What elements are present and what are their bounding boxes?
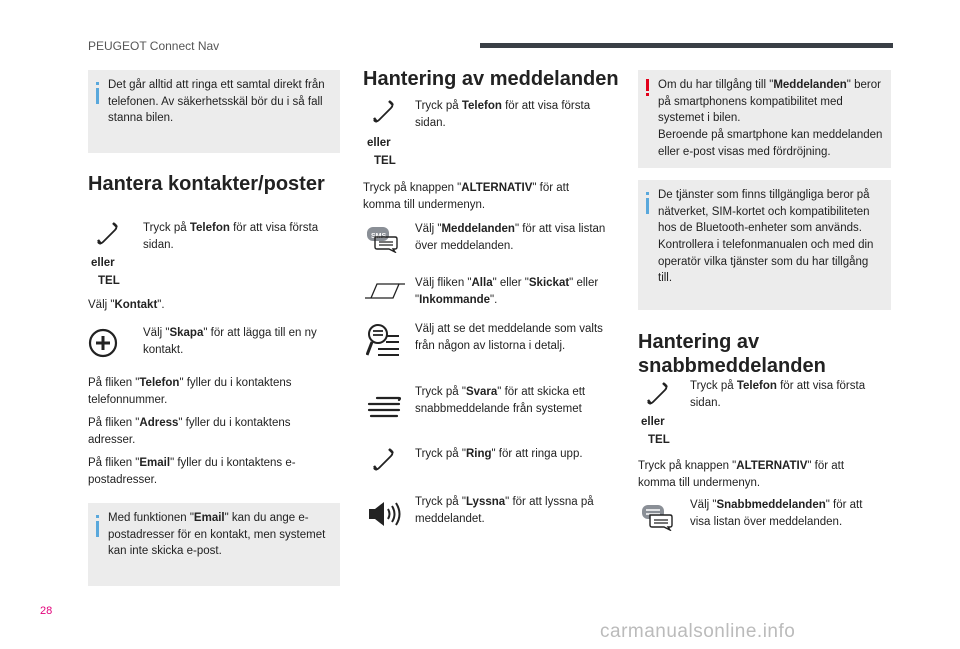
- alternativ-instruction: [638, 458, 883, 491]
- info-icon: [96, 515, 99, 537]
- text: " fyller du i kontaktens adresser.: [88, 417, 291, 446]
- text: På fliken ": [88, 457, 140, 469]
- text: " fyller du i kontaktens e-postadresser.: [88, 457, 296, 486]
- message-tabs-icon: [363, 282, 407, 300]
- select-tab-text: [415, 275, 610, 308]
- heading-messages: Hantering av meddelanden: [363, 68, 619, 90]
- text: för att visa första sidan.: [415, 100, 591, 129]
- text: På fliken ": [88, 417, 140, 429]
- phone-handset-icon: [647, 382, 669, 406]
- note-text: Det går alltid att ringa ett samtal direkt från telefonen. Av säkerhetsskäl bör du i så fall stanna bilen.: [108, 79, 325, 125]
- text-bold: Snabbmeddelanden: [716, 499, 826, 511]
- text-bold: Ring: [465, 448, 492, 460]
- text-bold: Skapa: [169, 327, 204, 339]
- text: " för att lägga till en ny kontakt.: [143, 327, 317, 356]
- info-icon: [646, 192, 649, 214]
- text: Tryck på ": [415, 386, 466, 398]
- text-bold: Inkommande: [419, 293, 491, 306]
- alternativ-instruction: [363, 180, 608, 213]
- text: " för att skicka ett snabbmeddelande från systemet: [415, 386, 586, 415]
- list-search-icon: [366, 322, 400, 358]
- text: " kan du ange e-postadresser för en kontakt, men systemet kan inte skicka e-post.: [108, 512, 326, 558]
- eller-label: eller: [91, 257, 115, 269]
- watermark: carmanualsonline.info: [600, 621, 796, 642]
- listen-text: [415, 494, 610, 527]
- note-text: [108, 510, 332, 560]
- text: Välj ": [415, 223, 442, 235]
- info-note-direct-call: [88, 70, 340, 153]
- tel-label: TEL: [374, 155, 396, 167]
- phone-handset-icon: [373, 448, 395, 472]
- text-bold: Telefon: [461, 100, 502, 112]
- text: Välj fliken ": [415, 277, 472, 289]
- text-bold: Telefon: [189, 222, 230, 234]
- note-text: [658, 77, 883, 160]
- text-bold: Meddelanden: [773, 79, 847, 91]
- text: På fliken ": [88, 377, 140, 389]
- text-bold: Telefon: [736, 380, 777, 392]
- speaker-icon: [367, 501, 401, 527]
- text-bold: Telefon: [139, 377, 180, 389]
- text-bold: Skickat: [528, 277, 570, 289]
- text: Beroende på smartphone kan meddelanden eller e-post visas med fördröjning.: [658, 129, 883, 158]
- reply-lines-icon: [365, 395, 401, 421]
- text: " för att komma till undermenyn.: [363, 182, 570, 211]
- add-circle-icon: [88, 328, 118, 358]
- text: Välj ": [690, 499, 717, 511]
- text-bold: Svara: [465, 386, 498, 398]
- text-bold: Email: [193, 512, 225, 524]
- text: " eller ": [492, 277, 529, 289]
- text: Tryck på knappen ": [638, 460, 737, 472]
- text-bold: Alla: [471, 277, 493, 289]
- sms-message-icon: [365, 225, 399, 253]
- info-icon: [96, 82, 99, 104]
- paragraph-adress-tab: [88, 415, 333, 448]
- text: Tryck på: [415, 100, 462, 112]
- text: för att visa första sidan.: [143, 222, 319, 251]
- create-contact-text: [143, 325, 338, 358]
- text: " för att visa listan över meddelanden.: [690, 499, 863, 528]
- text-bold: ALTERNATIV: [461, 182, 533, 194]
- call-text: [415, 446, 610, 463]
- text: " för att lyssna på meddelandet.: [415, 496, 594, 525]
- telefon-instruction: [690, 378, 885, 411]
- reply-text: [415, 384, 610, 417]
- telefon-instruction: [143, 220, 338, 253]
- note-text: De tjänster som finns tillgängliga beror på nätverket, SIM-kortet och kompatibiliteten hos de Bluetooth-enheter som används. Kontrollera i telefonmanualen och med din operatör vilka tjänster som du har tillgång till.: [658, 189, 874, 285]
- heading-contacts: Hantera kontakter/poster: [88, 173, 325, 195]
- eller-label: eller: [367, 137, 391, 149]
- text: " beror på smartphonens kompatibilitet med systemet i bilen.: [658, 79, 881, 125]
- tel-label: TEL: [98, 275, 120, 287]
- select-quick-messages-text: [690, 497, 885, 530]
- text: " för att ringa upp.: [491, 448, 583, 460]
- select-messages-text: [415, 221, 610, 254]
- quick-message-icon: [640, 503, 674, 531]
- phone-handset-icon: [373, 100, 395, 124]
- text: " fyller du i kontaktens telefonnummer.: [88, 377, 292, 406]
- select-contact-text: [88, 297, 165, 314]
- tel-label: TEL: [648, 434, 670, 446]
- text: ".: [490, 293, 498, 306]
- info-note-email: [88, 503, 340, 586]
- header-bar: [480, 43, 893, 48]
- eller-label: eller: [641, 416, 665, 428]
- text: för att visa första sidan.: [690, 380, 866, 409]
- warning-note-messages: [638, 70, 891, 168]
- text-bold: Lyssna: [465, 496, 506, 508]
- text: Tryck på knappen ": [363, 182, 462, 194]
- text-bold: Email: [139, 457, 171, 469]
- text-bold: ALTERNATIV: [736, 460, 808, 472]
- text: Välj ": [88, 299, 115, 311]
- sms-icon-label: SMS: [371, 233, 387, 240]
- text: Tryck på ": [415, 496, 466, 508]
- text: Med funktionen ": [108, 512, 194, 524]
- warning-icon: [646, 79, 649, 97]
- text: Tryck på: [690, 380, 737, 392]
- text: " för att visa listan över meddelanden.: [415, 223, 606, 252]
- text: Tryck på: [143, 222, 190, 234]
- telefon-instruction: [415, 98, 610, 131]
- text: Tryck på ": [415, 448, 466, 460]
- text-bold: Adress: [139, 417, 179, 429]
- text-bold: Meddelanden: [441, 223, 515, 235]
- page-number: 28: [40, 605, 53, 617]
- heading-quick-messages: Hantering av snabbmeddelanden: [638, 331, 826, 377]
- text-bold: Kontakt: [114, 299, 158, 311]
- text: " för att komma till undermenyn.: [638, 460, 845, 489]
- running-header-title: PEUGEOT Connect Nav: [88, 39, 220, 53]
- phone-handset-icon: [97, 222, 119, 246]
- text: ".: [157, 299, 165, 311]
- paragraph-telefon-tab: [88, 375, 333, 408]
- view-detail-text: Välj att se det meddelande som valts från någon av listorna i detalj.: [415, 323, 603, 352]
- text: Välj ": [143, 327, 170, 339]
- info-note-services: [638, 180, 891, 310]
- paragraph-email-tab: [88, 455, 333, 488]
- text: Om du har tillgång till ": [658, 79, 774, 91]
- text: " eller ": [415, 277, 599, 306]
